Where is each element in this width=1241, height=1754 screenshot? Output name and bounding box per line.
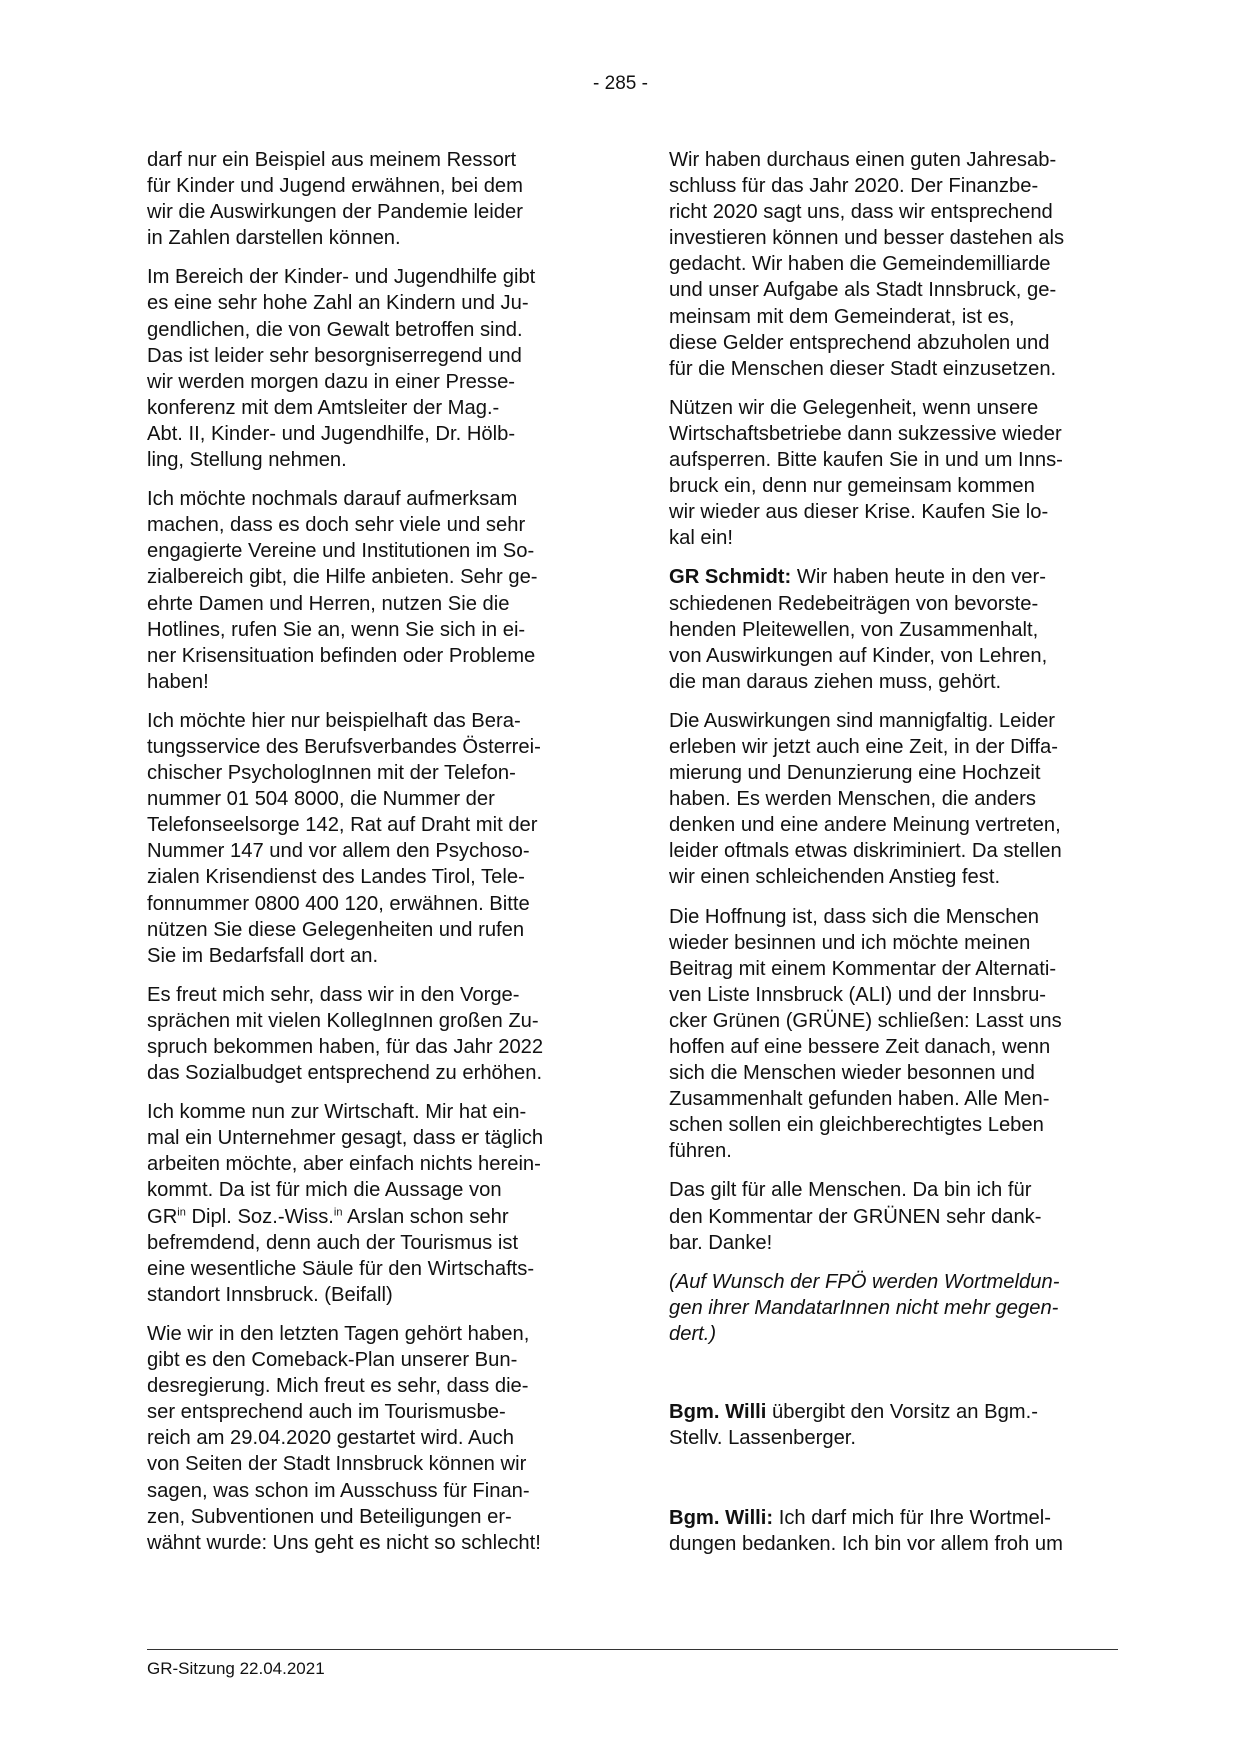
paragraph: Im Bereich der Kinder- und Jugendhilfe gibt es eine sehr hohe Zahl an Kindern und Ju- gendlichen, die von Gewalt betroffen sind. Das ist leider sehr besorgniserregend und wir werden morgen dazu in einer Presse- konferenz mit dem Amtsleiter der Mag.- Abt. II, Kinder- und Jugendhilfe, Dr. Hölb- ling, Stellung nehmen. (147, 266, 536, 472)
paragraph: darf nur ein Beispiel aus meinem Ressort für Kinder und Jugend erwähnen, bei dem wir die Auswirkungen der Pandemie leider in Zahlen darstellen können. (147, 149, 523, 250)
text-run: Dipl. Soz.-Wiss. (185, 1205, 334, 1228)
right-column (669, 147, 1117, 1570)
speech-text: übergibt den Vorsitz an Bgm.- Stellv. Lassenberger. (669, 1401, 1038, 1450)
speaker-name: GR Schmidt: (669, 566, 792, 589)
paragraph-economy (147, 1099, 595, 1308)
speaker-paragraph-willi-handover (669, 1399, 1117, 1451)
paragraph: Wir haben durchaus einen guten Jahresab- schluss für das Jahr 2020. Der Finanzbe- richt 2020 sagt uns, dass wir entsprechend investieren können und besser dastehen als gedacht. Wir haben die Gemeindemilliarde und unser Aufgabe als Stadt Innsbruck, ge- meinsam mit dem Gemeinderat, ist es, diese Gelder entsprechend abzuholen und für die Menschen dieser Stadt einzusetzen. (669, 149, 1065, 380)
paragraph: Es freut mich sehr, dass wir in den Vorge- sprächen mit vielen KollegInnen großen Zu- spruch bekommen haben, für das Jahr 2022 das Sozialbudget entsprechend zu erhöhen. (147, 983, 544, 1085)
speech-text: Ich darf mich für Ihre Wortmel- dungen bedanken. Ich bin vor allem froh um (669, 1507, 1063, 1556)
paragraph: Nützen wir die Gelegenheit, wenn unsere Wirtschaftsbetriebe dann sukzessive wieder aufsperren. Bitte kaufen Sie in und um Inns- bruck ein, denn nur gemeinsam kommen wir wieder aus dieser Krise. Kaufen Sie lo- kal ein! (669, 396, 1063, 550)
speaker-name: Bgm. Willi: (669, 1507, 774, 1530)
superscript: in (333, 1205, 343, 1218)
text-run: Ich komme nun zur Wirtschaft. Mir hat ein- mal ein Unternehmer gesagt, dass er täglich arbeiten möchte, aber einfach nichts herein- kommt. Da ist für mich die Aussage von GR (147, 1101, 544, 1228)
text-run: Arslan schon sehr befremdend, denn auch der Tourismus ist eine wesentliche Säule für den Wirtschafts- standort Innsbruck. (Beifall) (147, 1205, 535, 1306)
fpoe-note: (Auf Wunsch der FPÖ werden Wortmeldun- gen ihrer MandatarInnen nicht mehr gegen- dert.) (669, 1270, 1060, 1345)
paragraph: Ich möchte nochmals darauf aufmerksam machen, dass es doch sehr viele und sehr engagierte Vereine und Institutionen im So- zialbereich gibt, die Hilfe anbieten. Sehr ge- ehrte Damen und Herren, nutzen Sie die Hotlines, rufen Sie an, wenn Sie sich in ei- ner Krisensituation befinden oder Probleme haben! (147, 488, 538, 693)
superscript: in (177, 1205, 186, 1218)
left-column (147, 147, 595, 1569)
paragraph: Die Auswirkungen sind mannigfaltig. Leider erleben wir jetzt auch eine Zeit, in der Diffa- mierung und Denunzierung eine Hochzeit haben. Es werden Menschen, die anders denken und eine andere Meinung vertreten, leider oftmals etwas diskriminiert. Da stellen wir einen schleichenden Anstieg fest. (669, 709, 1062, 889)
paragraph: Die Hoffnung ist, dass sich die Menschen wieder besinnen und ich möchte meinen Beitrag mit einem Kommentar der Alternati- ven Liste Innsbruck (ALI) und der Innsbru- cker Grünen (GRÜNE) schließen: Lasst uns hoffen auf eine bessere Zeit danach, wenn sich die Menschen wieder besonnen und Zusammenhalt gefunden haben. Alle Men- schen sollen ein gleichberechtigtes Leben führen. (669, 905, 1062, 1163)
footer-session-date: GR-Sitzung 22.04.2021 (147, 1659, 325, 1678)
paragraph: Ich möchte hier nur beispielhaft das Bera- tungsservice des Berufsverbandes Österrei- chischer PsychologInnen mit der Telefon- nummer 01 504 8000, die Nummer der Telefonseelsorge 142, Rat auf Draht mit der Nummer 147 und vor allem den Psychoso- zialen Krisendienst des Landes Tirol, Tele- fonnummer 0800 400 120, erwähnen. Bitte nützen Sie diese Gelegenheiten und rufen Sie im Bedarfsfall dort an. (147, 709, 541, 967)
paragraph: Das gilt für alle Menschen. Da bin ich für den Kommentar der GRÜNEN sehr dank- bar. Danke! (669, 1179, 1042, 1254)
speech-text: Wir haben heute in den ver- schiedenen Redebeiträgen von bevorste- henden Pleitewellen, von Zusammenhalt, von Auswirkungen auf Kinder, von Lehren, die man daraus ziehen muss, gehört. (669, 566, 1048, 693)
page-number: - 285 - (593, 73, 648, 94)
paragraph: Wie wir in den letzten Tagen gehört haben, gibt es den Comeback-Plan unserer Bun- desregierung. Mich freut es sehr, dass die- ser entsprechend auch im Tourismusbe- reich am 29.04.2020 gestartet wird. Auch von Seiten der Stadt Innsbruck können wir sagen, was schon im Ausschuss für Finan- zen, Subventionen und Beteiligungen er- wähnt wurde: Uns geht es nicht so schlecht! (147, 1322, 541, 1554)
footer-divider (147, 1649, 1118, 1650)
speaker-paragraph-willi (669, 1505, 1117, 1557)
speaker-paragraph-schmidt (669, 564, 1117, 694)
speaker-name: Bgm. Willi (669, 1401, 767, 1424)
